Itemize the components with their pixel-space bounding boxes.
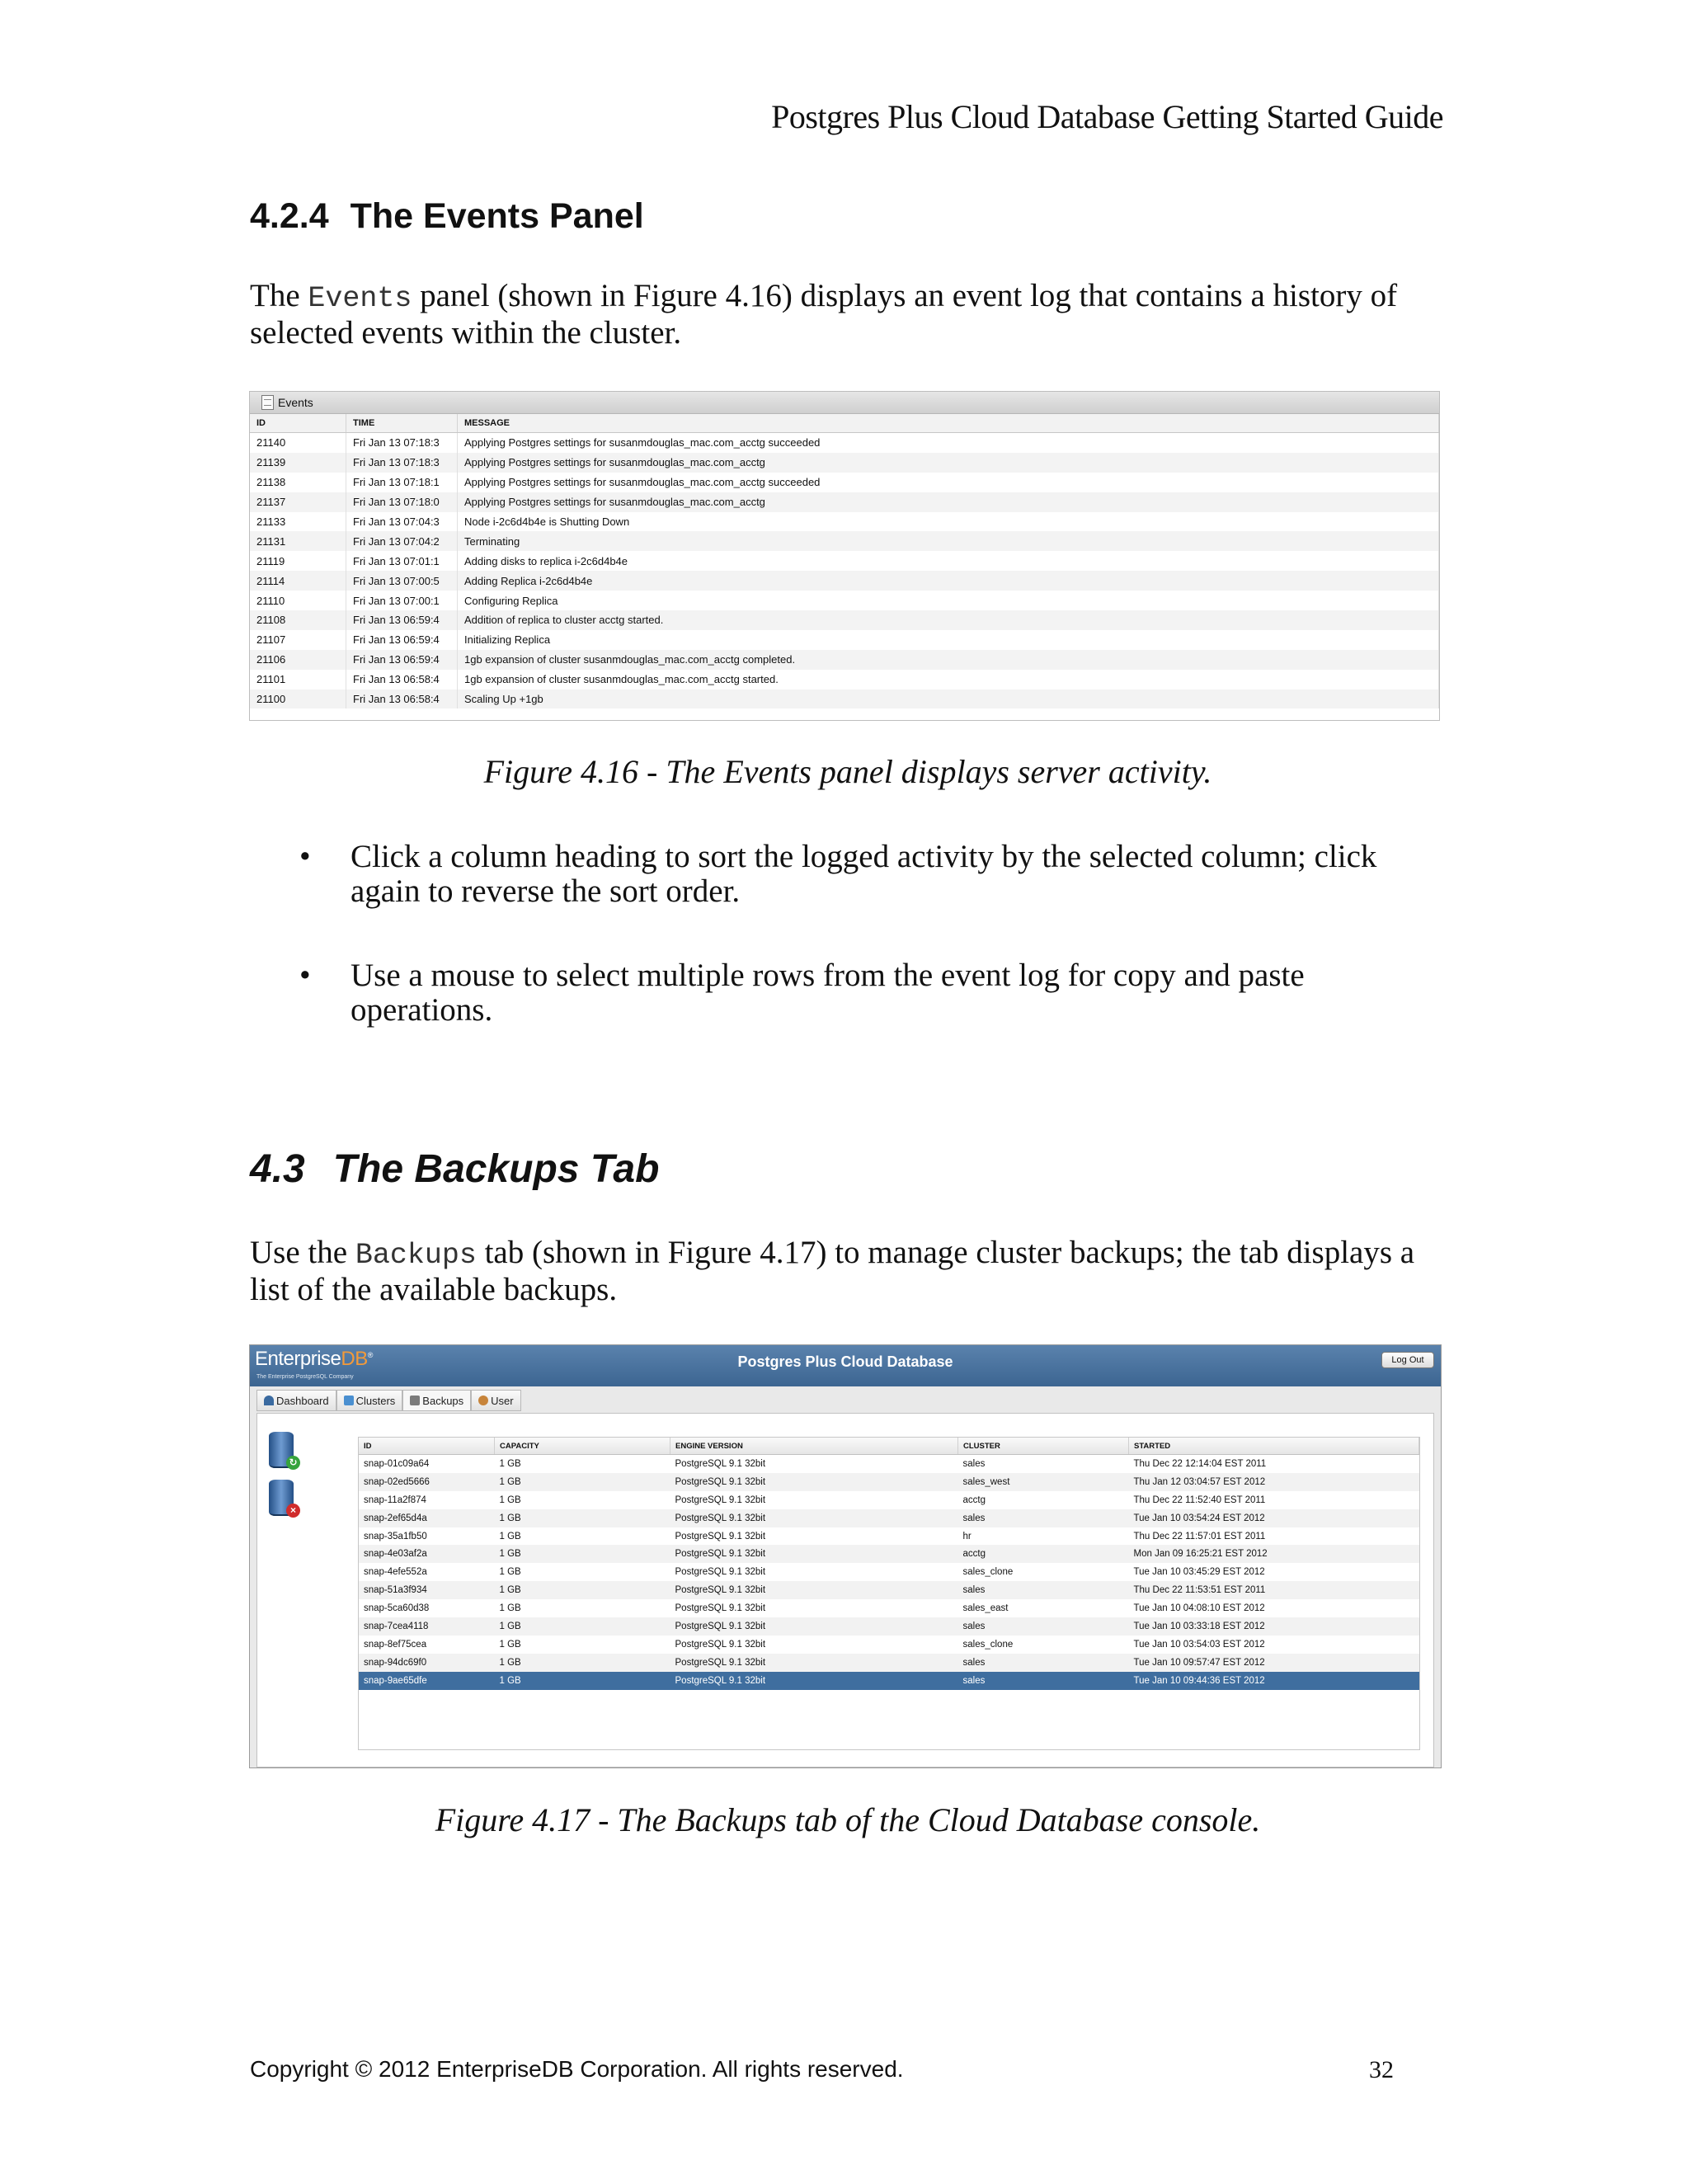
backup-capacity: 1 GB — [495, 1473, 670, 1491]
table-row[interactable] — [250, 492, 1439, 512]
section-heading-4-3 — [250, 1146, 659, 1192]
event-time: Fri Jan 13 07:00:1 — [346, 591, 458, 610]
backup-capacity: 1 GB — [495, 1672, 670, 1690]
table-row[interactable] — [359, 1491, 1419, 1509]
event-id: 21108 — [250, 610, 346, 630]
backup-engine-version: PostgreSQL 9.1 32bit — [670, 1654, 958, 1672]
event-message: Scaling Up +1gb — [458, 690, 1439, 709]
console-tabs — [256, 1390, 521, 1411]
backup-cluster: acctg — [958, 1545, 1129, 1563]
table-row[interactable] — [359, 1473, 1419, 1491]
backup-capacity: 1 GB — [495, 1581, 670, 1599]
backup-cluster: hr — [962, 1531, 972, 1542]
backup-engine-version: PostgreSQL 9.1 32bit — [675, 1531, 766, 1542]
code-events: Events — [308, 282, 412, 315]
tab-label: Backups — [422, 1394, 464, 1407]
brand-accent: DB — [341, 1348, 368, 1370]
backup-started: Tue Jan 10 03:54:24 EST 2012 — [1129, 1509, 1419, 1527]
event-id: 21101 — [250, 670, 346, 690]
table-row[interactable] — [250, 453, 1439, 473]
event-message: Addition of replica to cluster acctg started. — [458, 610, 1439, 630]
event-time: Fri Jan 13 06:58:4 — [346, 690, 458, 709]
section-title: The Events Panel — [350, 196, 644, 236]
backup-capacity: 1 GB — [495, 1545, 670, 1563]
backup-started: Tue Jan 10 09:44:36 EST 2012 — [1129, 1672, 1419, 1690]
backup-engine-version: PostgreSQL 9.1 32bit — [675, 1603, 766, 1614]
document-icon — [261, 395, 274, 410]
backup-cluster: sales — [958, 1581, 1129, 1599]
table-row[interactable] — [250, 650, 1439, 670]
console-header-bar — [250, 1345, 1441, 1386]
backup-id: snap-9ae65dfe — [359, 1672, 495, 1690]
tab-clusters[interactable] — [336, 1390, 403, 1411]
column-header-time[interactable]: TIME — [346, 414, 458, 433]
table-row[interactable] — [250, 473, 1439, 492]
event-message: Initializing Replica — [458, 630, 1439, 650]
bullet-dot: • — [299, 839, 311, 874]
intro-text: panel (shown in Figure 4.16) displays an event log that contains a history of selected events within the cluster. — [250, 278, 1398, 351]
backup-engine-version: PostgreSQL 9.1 32bit — [670, 1545, 958, 1563]
events-panel-title: Events — [278, 396, 313, 409]
event-message: Adding disks to replica i-2c6d4b4e — [458, 551, 1439, 571]
events-intro-paragraph — [250, 279, 1446, 351]
event-time: Fri Jan 13 07:04:2 — [346, 531, 458, 551]
backup-capacity: 1 GB — [495, 1654, 670, 1672]
table-row[interactable] — [359, 1545, 1419, 1563]
event-id: 21133 — [250, 512, 346, 532]
backups-icon — [410, 1396, 420, 1405]
table-row[interactable] — [359, 1563, 1419, 1581]
table-row[interactable] — [359, 1654, 1419, 1672]
table-row[interactable] — [359, 1455, 1419, 1473]
event-id: 21100 — [250, 690, 346, 709]
table-row[interactable] — [250, 690, 1439, 709]
backups-console — [249, 1344, 1442, 1768]
backup-capacity: 1 GB — [499, 1567, 521, 1578]
figure-caption-4-17: Figure 4.17 - The Backups tab of the Cloud Database console. — [435, 1801, 1261, 1838]
event-message: Applying Postgres settings for susanmdouglas_mac.com_acctg succeeded — [458, 433, 1439, 453]
event-id: 21139 — [250, 453, 346, 473]
tab-label: User — [491, 1394, 514, 1407]
event-time: Fri Jan 13 07:18:1 — [346, 473, 458, 492]
section-title: The Backups Tab — [332, 1147, 660, 1191]
event-time: Fri Jan 13 06:58:4 — [346, 670, 458, 690]
table-row[interactable] — [250, 571, 1439, 591]
event-id: 21110 — [250, 591, 346, 610]
brand-tagline: The Enterprise PostgreSQL Company — [256, 1374, 354, 1380]
table-row[interactable] — [359, 1636, 1419, 1654]
backup-cluster: sales_clone — [962, 1639, 1014, 1650]
backup-cluster: acctg — [962, 1494, 986, 1505]
backup-started: Thu Dec 22 12:14:04 EST 2011 — [1133, 1458, 1267, 1469]
bullet-text: Use a mouse to select multiple rows from the event log for copy and paste operations. — [351, 958, 1305, 1028]
tab-backups[interactable] — [402, 1390, 471, 1411]
intro-text: The — [250, 278, 308, 313]
backup-capacity: 1 GB — [495, 1617, 670, 1636]
backup-capacity: 1 GB — [499, 1639, 521, 1650]
running-header: Postgres Plus Cloud Database Getting Started Guide — [771, 98, 1443, 135]
backup-started: Thu Jan 12 03:04:57 EST 2012 — [1129, 1473, 1419, 1491]
event-id: 21107 — [250, 630, 346, 650]
column-header-cluster[interactable]: CLUSTER — [958, 1438, 1129, 1455]
column-header-message[interactable]: MESSAGE — [458, 414, 1439, 433]
backup-engine-version: PostgreSQL 9.1 32bit — [670, 1581, 958, 1599]
restore-backup-button[interactable] — [269, 1432, 300, 1470]
backup-engine-version: PostgreSQL 9.1 32bit — [675, 1639, 766, 1650]
section-number: 4.3 — [250, 1147, 305, 1191]
brand-text: Enterprise — [255, 1348, 341, 1370]
backup-id: snap-11a2f874 — [364, 1494, 426, 1505]
backup-id: snap-8ef75cea — [364, 1639, 427, 1650]
logout-button[interactable]: Log Out — [1381, 1352, 1434, 1368]
table-row[interactable] — [359, 1581, 1419, 1599]
backup-started: Mon Jan 09 16:25:21 EST 2012 — [1129, 1545, 1419, 1563]
event-id: 21140 — [250, 433, 346, 453]
event-message: Applying Postgres settings for susanmdouglas_mac.com_acctg succeeded — [458, 473, 1439, 492]
backup-id: snap-02ed5666 — [359, 1473, 495, 1491]
backup-id: snap-7cea4118 — [359, 1617, 495, 1636]
figure-caption-4-16: Figure 4.16 - The Events panel displays server activity. — [483, 753, 1212, 790]
event-message: 1gb expansion of cluster susanmdouglas_mac.com_acctg started. — [458, 670, 1439, 690]
event-message: Terminating — [458, 531, 1439, 551]
backup-started: Tue Jan 10 03:45:29 EST 2012 — [1133, 1567, 1265, 1578]
event-time: Fri Jan 13 06:59:4 — [346, 610, 458, 630]
backups-table-container — [358, 1437, 1420, 1750]
event-message: Applying Postgres settings for susanmdouglas_mac.com_acctg — [458, 492, 1439, 512]
backup-engine-version: PostgreSQL 9.1 32bit — [670, 1509, 958, 1527]
backup-engine-version: PostgreSQL 9.1 32bit — [675, 1458, 766, 1469]
event-message: Adding Replica i-2c6d4b4e — [458, 571, 1439, 591]
backup-id: snap-51a3f934 — [359, 1581, 495, 1599]
backup-cluster: sales_west — [958, 1473, 1129, 1491]
event-id: 21137 — [250, 492, 346, 512]
event-id: 21106 — [250, 650, 346, 670]
table-row[interactable] — [250, 551, 1439, 571]
brand-registered-mark: ® — [367, 1351, 373, 1359]
bullet-text: Click a column heading to sort the logged activity by the selected column; click again to reverse the sort order. — [351, 839, 1377, 909]
table-row[interactable] — [359, 1617, 1419, 1636]
restore-icon: ↻ — [286, 1456, 300, 1470]
event-time: Fri Jan 13 07:18:3 — [346, 453, 458, 473]
section-heading-4-2-4 — [250, 196, 644, 237]
backup-id: snap-4e03af2a — [359, 1545, 495, 1563]
tab-label: Dashboard — [276, 1394, 329, 1407]
bullet-dot: • — [299, 958, 311, 993]
backup-capacity: 1 GB — [495, 1509, 670, 1527]
column-header-capacity[interactable]: CAPACITY — [495, 1438, 670, 1455]
bullet-list — [250, 840, 1446, 1062]
backup-started: Tue Jan 10 04:08:10 EST 2012 — [1133, 1603, 1265, 1614]
table-row[interactable] — [250, 610, 1439, 630]
backup-cluster: sales_east — [962, 1603, 1009, 1614]
backup-started: Thu Dec 22 11:52:40 EST 2011 — [1133, 1494, 1266, 1505]
backup-capacity: 1 GB — [499, 1458, 521, 1469]
delete-icon: × — [286, 1504, 300, 1518]
backup-cluster: sales — [958, 1509, 1129, 1527]
backup-started: Tue Jan 10 09:57:47 EST 2012 — [1129, 1654, 1419, 1672]
delete-backup-button[interactable] — [269, 1480, 300, 1518]
intro-text: Use the — [250, 1235, 355, 1270]
backup-id: snap-2ef65d4a — [359, 1509, 495, 1527]
table-row[interactable] — [359, 1527, 1419, 1546]
events-panel — [249, 391, 1440, 721]
event-time: Fri Jan 13 07:18:3 — [346, 433, 458, 453]
event-time: Fri Jan 13 07:00:5 — [346, 571, 458, 591]
tab-label: Clusters — [355, 1394, 396, 1407]
event-time: Fri Jan 13 06:59:4 — [346, 630, 458, 650]
table-row[interactable] — [250, 531, 1439, 551]
backup-capacity: 1 GB — [499, 1603, 521, 1614]
column-header-id[interactable]: ID — [359, 1438, 495, 1455]
event-id: 21138 — [250, 473, 346, 492]
column-header-engine-version[interactable]: ENGINE VERSION — [670, 1438, 958, 1455]
backup-id: snap-01c09a64 — [364, 1458, 430, 1469]
backup-engine-version: PostgreSQL 9.1 32bit — [670, 1617, 958, 1636]
table-row[interactable] — [250, 591, 1439, 610]
column-header-started[interactable]: STARTED — [1129, 1438, 1419, 1455]
backup-id: snap-5ca60d38 — [364, 1603, 430, 1614]
event-message: Node i-2c6d4b4e is Shutting Down — [458, 512, 1439, 532]
clusters-icon — [344, 1396, 354, 1405]
code-backups: Backups — [355, 1239, 477, 1272]
event-message: 1gb expansion of cluster susanmdouglas_mac.com_acctg completed. — [458, 650, 1439, 670]
backup-engine-version: PostgreSQL 9.1 32bit — [670, 1473, 958, 1491]
backup-started: Thu Dec 22 11:53:51 EST 2011 — [1129, 1581, 1419, 1599]
event-message: Applying Postgres settings for susanmdouglas_mac.com_acctg — [458, 453, 1439, 473]
backup-cluster: sales — [958, 1617, 1129, 1636]
backup-engine-version: PostgreSQL 9.1 32bit — [675, 1567, 766, 1578]
backup-started: Thu Dec 22 11:57:01 EST 2011 — [1133, 1531, 1266, 1542]
event-time: Fri Jan 13 07:18:0 — [346, 492, 458, 512]
bullet-item — [250, 840, 1446, 909]
backup-cluster: sales — [958, 1654, 1129, 1672]
tab-user[interactable] — [471, 1390, 520, 1411]
backup-capacity: 1 GB — [499, 1531, 521, 1542]
event-message: Configuring Replica — [458, 591, 1439, 610]
table-row[interactable] — [250, 670, 1439, 690]
table-row[interactable] — [250, 433, 1439, 453]
event-time: Fri Jan 13 07:01:1 — [346, 551, 458, 571]
backup-id: snap-94dc69f0 — [359, 1654, 495, 1672]
events-panel-titlebar — [250, 392, 1439, 414]
section-number: 4.2.4 — [250, 196, 329, 236]
intro-text: tab (shown in Figure 4.17) to manage cluster backups; the tab displays a list of the available backups. — [250, 1235, 1415, 1307]
column-header-id[interactable]: ID — [250, 414, 346, 433]
page-number: 32 — [1369, 2056, 1394, 2083]
event-id: 21119 — [250, 551, 346, 571]
app-title: Postgres Plus Cloud Database — [737, 1353, 953, 1370]
table-row[interactable] — [359, 1509, 1419, 1527]
bullet-item — [250, 958, 1446, 1028]
events-table — [250, 414, 1439, 708]
backups-intro-paragraph — [250, 1236, 1446, 1307]
event-id: 21114 — [250, 571, 346, 591]
event-id: 21131 — [250, 531, 346, 551]
backup-started: Tue Jan 10 03:54:03 EST 2012 — [1133, 1639, 1265, 1650]
event-time: Fri Jan 13 06:59:4 — [346, 650, 458, 670]
backup-capacity: 1 GB — [499, 1494, 521, 1505]
tab-dashboard[interactable] — [256, 1390, 336, 1411]
backups-table — [359, 1438, 1419, 1690]
backups-tab-body — [256, 1413, 1434, 1767]
event-time: Fri Jan 13 07:04:3 — [346, 512, 458, 532]
table-row[interactable] — [250, 512, 1439, 532]
backup-cluster: sales — [962, 1458, 986, 1469]
backup-started: Tue Jan 10 03:33:18 EST 2012 — [1129, 1617, 1419, 1636]
user-icon — [478, 1396, 488, 1405]
backup-id: snap-4efe552a — [364, 1567, 427, 1578]
backup-cluster: sales_clone — [962, 1567, 1014, 1578]
table-row[interactable] — [250, 630, 1439, 650]
footer-copyright: Copyright © 2012 EnterpriseDB Corporation. All rights reserved. — [250, 2056, 904, 2082]
backup-id: snap-35a1fb50 — [364, 1531, 427, 1542]
backup-engine-version: PostgreSQL 9.1 32bit — [670, 1672, 958, 1690]
table-row[interactable] — [359, 1672, 1419, 1690]
table-row[interactable] — [359, 1599, 1419, 1617]
backup-engine-version: PostgreSQL 9.1 32bit — [675, 1494, 766, 1505]
backup-cluster: sales — [958, 1672, 1129, 1690]
dashboard-icon — [264, 1396, 274, 1405]
